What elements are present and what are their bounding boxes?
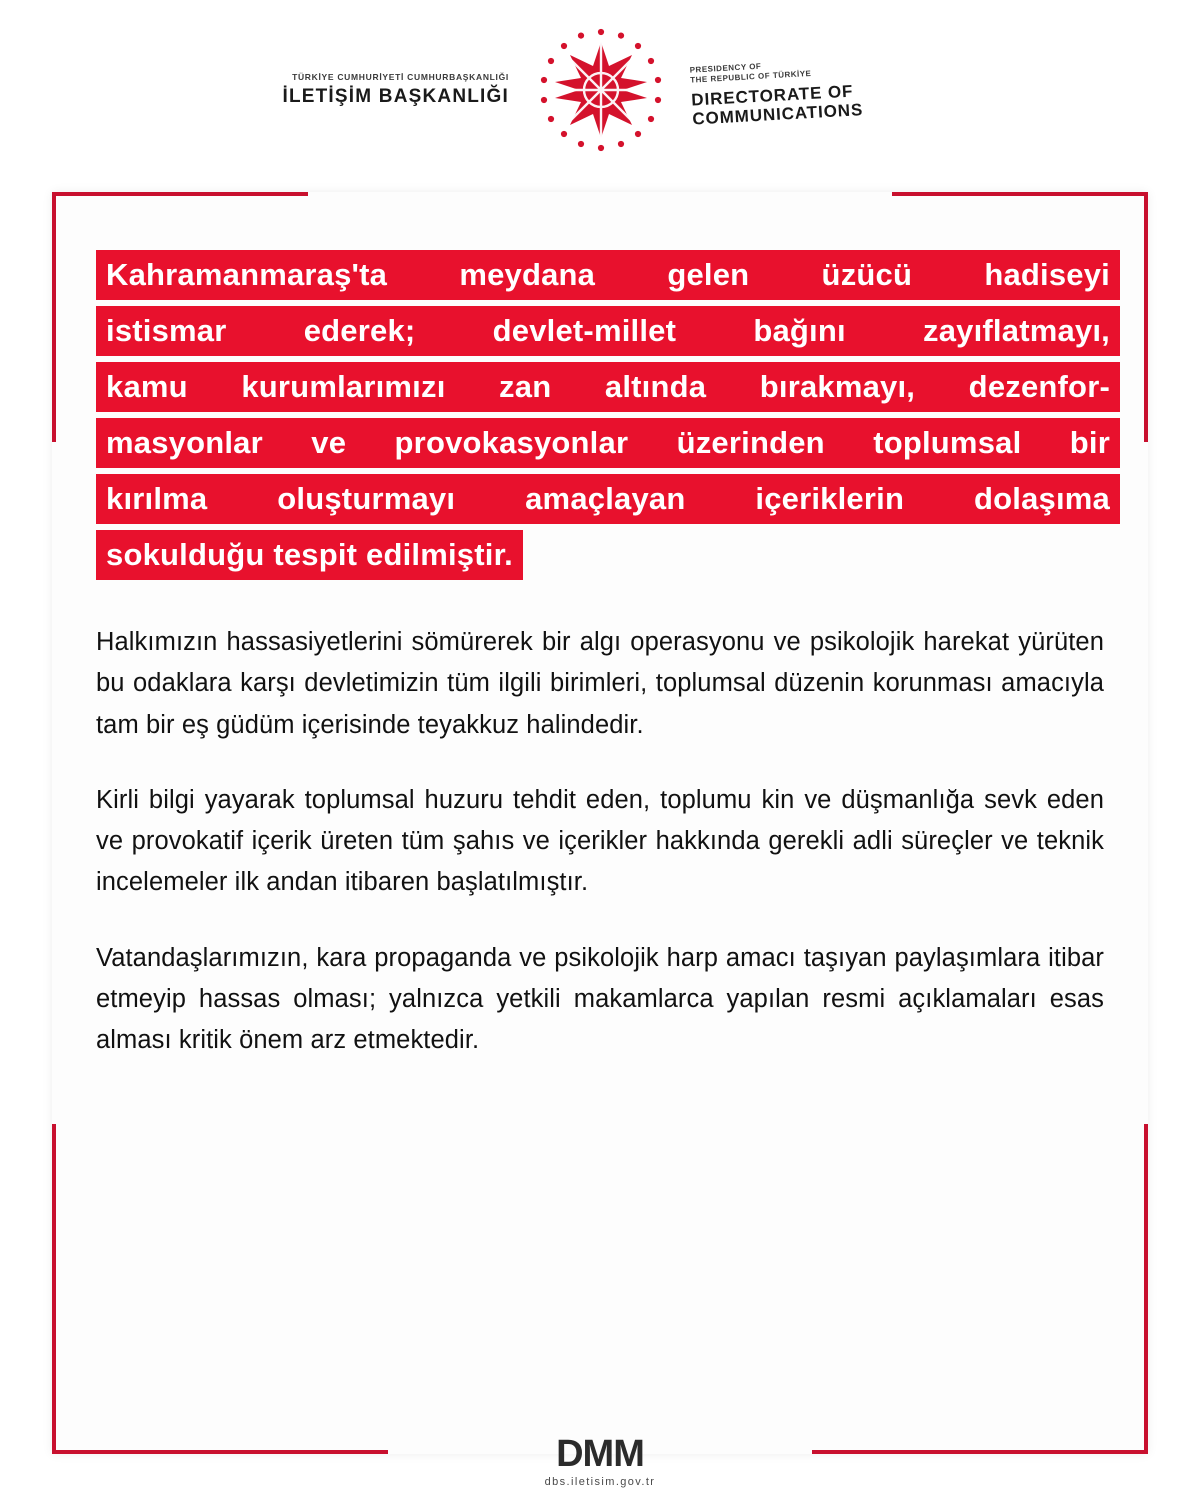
- body-paragraph: Kirli bilgi yayarak toplumsal huzuru tehdit eden, toplumu kin ve düşmanlığa sevk eden ve provokatif içerik üreten tüm şahıs ve içerikler hakkında gerekli adli süreçler ve teknik incelemeler ilk andan itibaren başlatılmıştır.: [96, 785, 1104, 897]
- header-presidency-label-en: PRESIDENCY OF THE REPUBLIC OF TÜRKİYE: [689, 62, 812, 86]
- body-paragraph: Halkımızın hassasiyetlerini sömürerek bir algı operasyonu ve psikolojik harekat yürüten bu odaklara karşı devletimizin tüm ilgili birimleri, toplumsal düzenin korunması amacıyla tam bir eş güdüm içerisinde teyakkuz halindedir.: [96, 628, 1104, 739]
- headline-block: [96, 250, 1110, 580]
- turkish-presidency-emblem-icon: [537, 26, 665, 154]
- header-directorate-label-tr: İLETİŞİM BAŞKANLIĞI: [282, 86, 509, 107]
- footer-block: [52, 1435, 1148, 1488]
- footer-url: dbs.iletisim.gov.tr: [544, 1476, 656, 1488]
- statement-card: [52, 192, 1148, 1488]
- frame-border-right-top: [1144, 192, 1148, 442]
- headline-line: Kahramanmaraş'ta meydana gelen üzücü hadiseyi: [96, 250, 1120, 300]
- header-directorate-label-en: DIRECTORATE OF COMMUNICATIONS: [690, 82, 864, 130]
- headline-line: sokulduğu tespit edilmiştir.: [96, 530, 523, 580]
- frame-border-top-left: [52, 192, 308, 196]
- frame-border-left-bottom: [52, 1124, 56, 1454]
- headline-line: kırılma oluşturmayı amaçlayan içeriklerin dolaşıma: [96, 474, 1120, 524]
- header-left-text-block: [209, 72, 537, 108]
- headline-line: istismar ederek; devlet-millet bağını zayıflatmayı,: [96, 306, 1120, 356]
- header-presidency-label-tr: TÜRKİYE CUMHURİYETİ CUMHURBAŞKANLIĞI: [292, 72, 509, 82]
- headline-line: masyonlar ve provokasyonlar üzerinden toplumsal bir: [96, 418, 1120, 468]
- page-header: [0, 0, 1200, 180]
- headline-line: kamu kurumlarımızı zan altında bırakmayı, dezenfor-: [96, 362, 1120, 412]
- frame-border-left-top: [52, 192, 56, 442]
- dmm-logo: DMM: [556, 1433, 644, 1475]
- frame-border-right-bottom: [1144, 1124, 1148, 1454]
- header-right-text-block: [663, 49, 992, 130]
- frame-border-top-right: [892, 192, 1148, 196]
- body-paragraph: Vatandaşlarımızın, kara propaganda ve psikolojik harp amacı taşıyan paylaşımlara itibar etmeyip hassas olması; yalnızca yetkili makamlarca yapılan resmi açıklamaları esas alması kritik önem arz etmektedir.: [96, 943, 1104, 1055]
